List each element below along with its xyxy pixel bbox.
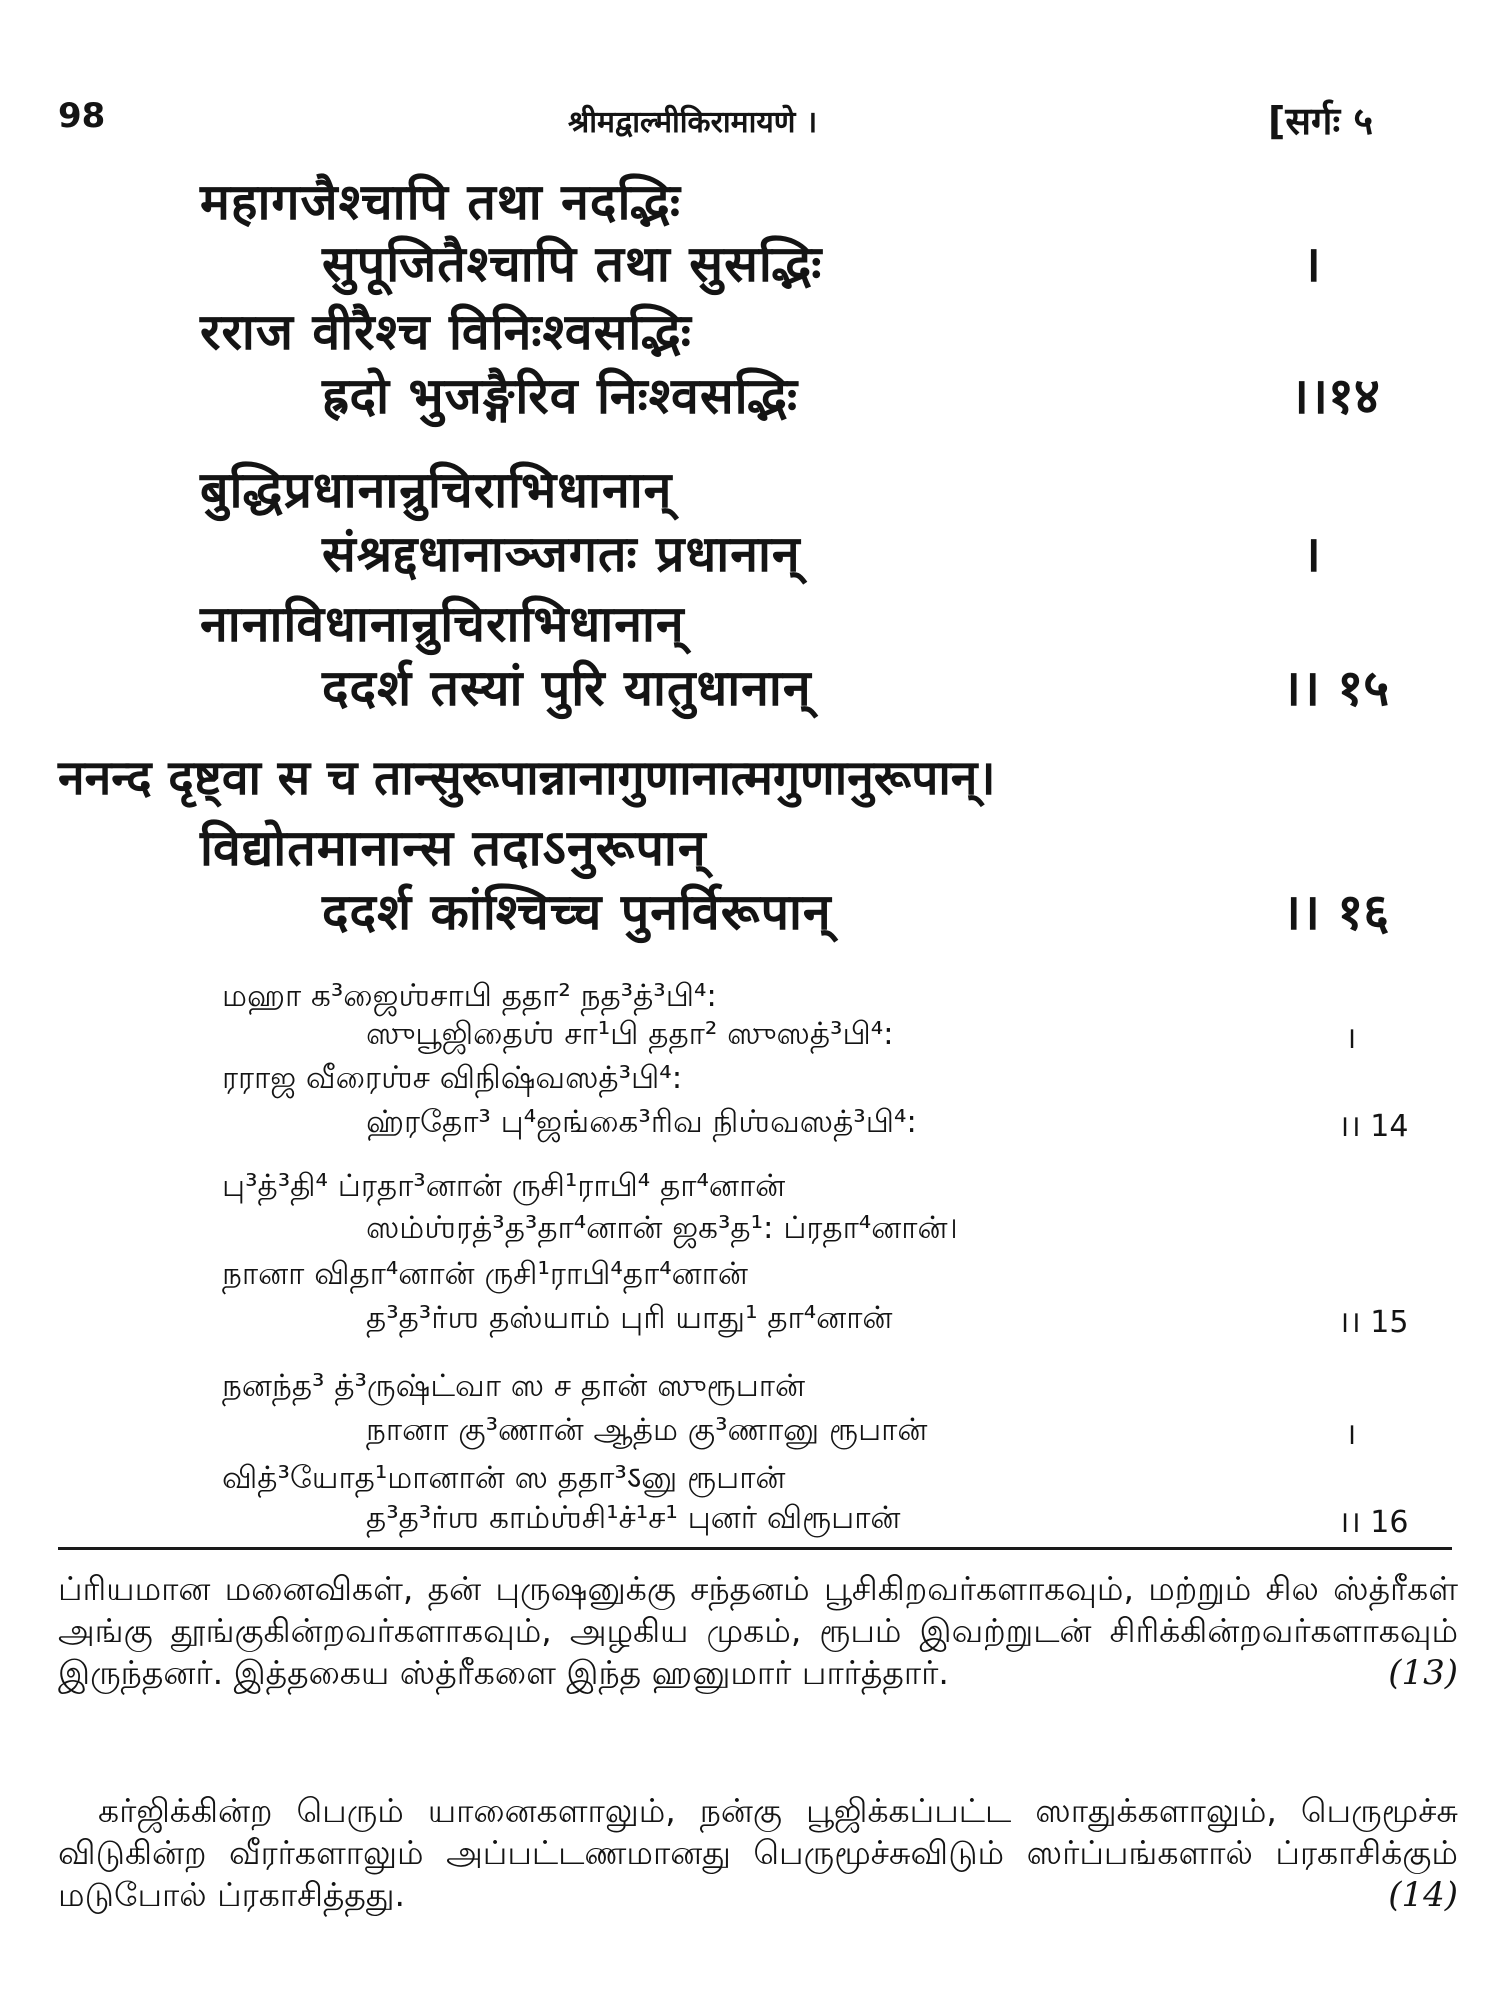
verse-ref-number: (13) [1388, 1653, 1458, 1693]
verse-number: ।।१४ [1290, 367, 1380, 425]
verse-ref-number: (14) [1388, 1875, 1458, 1915]
tamil-line: ஹ்ரதோ³ பு⁴ஜங்கை³ரிவ நிஶ்வஸத்³பி⁴: [366, 1104, 917, 1140]
sanskrit-line: ददर्श तस्यां पुरि यातुधानान् [322, 659, 812, 717]
verse-number: ।। 16 [1338, 1505, 1409, 1540]
sanskrit-line: रराज वीरैश्च विनिःश्वसद्भिः [200, 303, 692, 361]
section-divider [58, 1547, 1452, 1550]
sanskrit-line: विद्योतमानान्स तदाऽनुरूपान् [200, 819, 707, 877]
danda-mark: । [1302, 525, 1321, 583]
tamil-line: த³த³ர்ஶ காம்ஶ்சி¹ச்¹ச¹ புனர் விரூபான் [366, 1500, 901, 1536]
verse-number: ।। १६ [1282, 883, 1390, 941]
tamil-line: ஸுபூஜிதைஶ் சா¹பி ததா² ஸுஸத்³பி⁴: [366, 1016, 894, 1052]
tamil-line: நானா கு³ணான் ஆத்ம கு³ணானு ரூபான் [366, 1412, 928, 1448]
sanskrit-line: ह्रदो भुजङ्गैरिव निःश्वसद्भिः [322, 367, 799, 425]
verse-number: ।। 15 [1338, 1305, 1409, 1340]
tamil-line: நானா விதா⁴னான் ருசி¹ராபி⁴தா⁴னான் [222, 1256, 748, 1292]
sanskrit-line: संश्रद्दधानाञ्जगतः प्रधानान् [322, 525, 801, 583]
sanskrit-line: सुपूजितैश्चापि तथा सुसद्भिः [322, 235, 823, 293]
verse-number: ।। 14 [1338, 1109, 1409, 1144]
section-label: [सर्गः ५ [1268, 99, 1374, 143]
danda-mark: । [1345, 1021, 1357, 1056]
verse-number: ।। १५ [1282, 659, 1390, 717]
sanskrit-line: महागजैश्चापि तथा नदद्भिः [200, 173, 681, 231]
sanskrit-line: बुद्धिप्रधानान्रुचिराभिधानान् [200, 461, 673, 519]
danda-mark: । [1302, 235, 1321, 293]
sanskrit-line: ननन्द दृष्ट्वा स च तान्सुरूपान्नानागुणानात्मगुणानुरूपान्। [58, 750, 996, 806]
tamil-line: பு³த்³தி⁴ ப்ரதா³னான் ருசி¹ராபி⁴ தா⁴னான் [222, 1168, 786, 1204]
sanskrit-line: ददर्श कांश्चिच्च पुनर्विरूपान् [322, 883, 832, 941]
danda-mark: । [1345, 1417, 1357, 1452]
tamil-line: நனந்த³ த்³ருஷ்ட்வா ஸ ச தான் ஸுரூபான் [222, 1368, 806, 1404]
commentary-paragraph-13 [58, 1568, 1458, 1694]
tamil-line: மஹா க³ஜைஶ்சாபி ததா² நத³த்³பி⁴: [222, 978, 717, 1014]
commentary-text: கர்ஜிக்கின்ற பெரும் யானைகளாலும், நன்கு பூஜிக்கப்பட்ட ஸாதுக்களாலும், பெருமூச்சு விடுகின்ற வீரர்களாலும் அப்பட்டணமானது பெருமூச்சுவிடும் ஸர்ப்பங்களால் ப்ரகாசிக்கும் மடுபோல் ப்ரகாசித்தது. [58, 1791, 1458, 1914]
page-number: 98 [58, 96, 106, 136]
sanskrit-line: नानाविधानान्रुचिराभिधानान् [200, 595, 685, 653]
tamil-line: ஸம்ஶ்ரத்³த³தா⁴னான் ஜக³த¹: ப்ரதா⁴னான்। [366, 1210, 958, 1246]
tamil-line: த³த³ர்ஶ தஸ்யாம் புரி யாது¹ தா⁴னான் [366, 1300, 893, 1336]
running-title: श्रीमद्वाल्मीकिरामायणे । [568, 105, 818, 140]
tamil-line: ரராஜ வீரைஶ்ச விநிஷ்வஸத்³பி⁴: [222, 1060, 683, 1096]
commentary-text: ப்ரியமான மனைவிகள், தன் புருஷனுக்கு சந்தனம் பூசிகிறவர்களாகவும், மற்றும் சில ஸ்த்ரீகள் அங்கு தூங்குகின்றவர்களாகவும், அழகிய முகம், ரூபம் இவற்றுடன் சிரிக்கின்றவர்களாகவும் இருந்தனர். இத்தகைய ஸ்த்ரீகளை இந்த ஹனுமார் பார்த்தார். [58, 1569, 1458, 1692]
commentary-paragraph-14 [58, 1790, 1458, 1916]
tamil-line: வித்³யோத¹மானான் ஸ ததா³ऽனு ரூபான் [222, 1460, 786, 1496]
